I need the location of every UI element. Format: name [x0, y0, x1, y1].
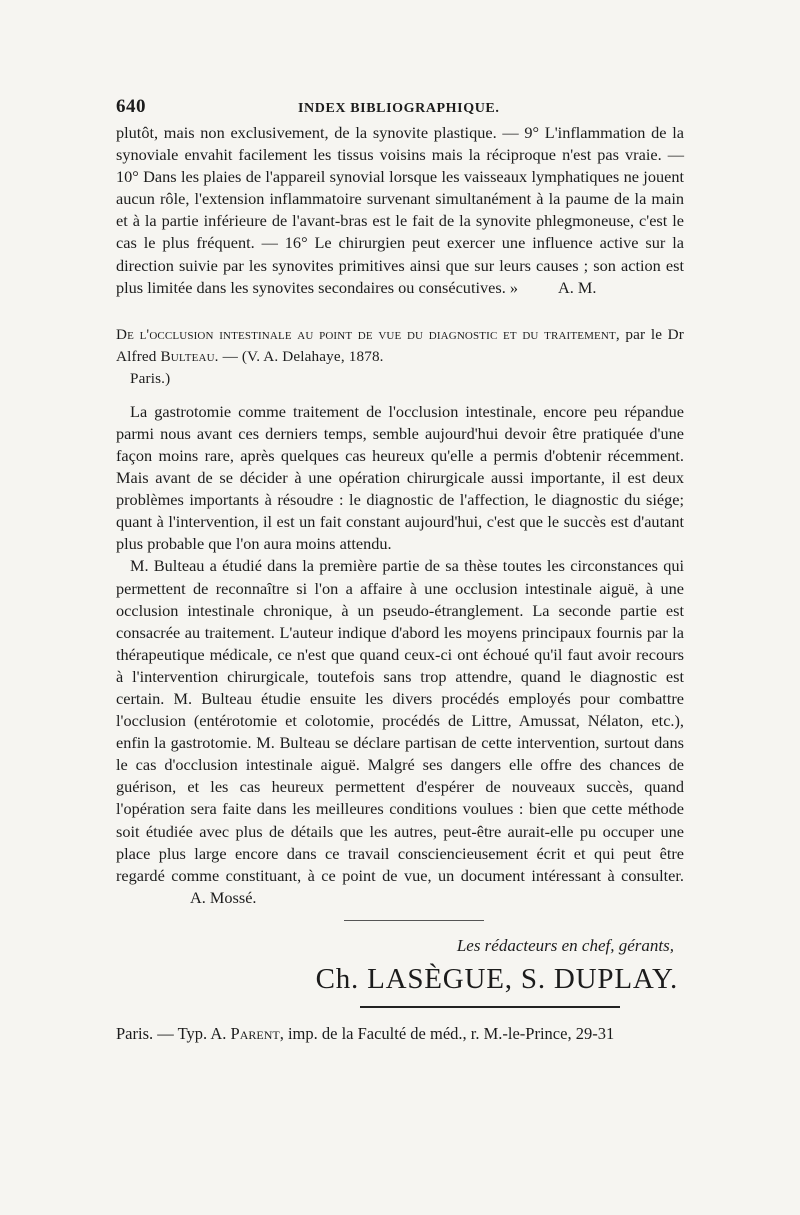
- review-title: De l'occlusion intestinale au point de vue du diagnostic et du traitement,: [116, 325, 620, 343]
- first-signature: A. M.: [557, 277, 597, 297]
- review-heading: [116, 324, 684, 390]
- review-paragraph-1: La gastrotomie comme traitement de l'occlusion intestinale, encore peu répandue parmi nous avant ces derniers temps, semble aujourd'hui devoir être pratiquée d'une façon moins rare, après quelques cas heureux qu'elle a permis d'obtenir récemment. Mais avant de se décider à une opération chirurgicale aussi importante, il est deux problèmes importants à résoudre : le diagnostic de l'affection, le diagnostic du siége; quant à l'intervention, il est un fait constant aujourd'hui, c'est que le succès est d'autant plus probable que l'on aura moins attendu.: [116, 401, 684, 554]
- imprint-printer: Parent,: [230, 1023, 284, 1043]
- review-city: Paris.): [130, 369, 171, 387]
- review-publisher: — (V. A. Delahaye, 1878.: [222, 347, 384, 365]
- imprint-rest: imp. de la Faculté de méd., r. M.-le-Prince, 29-31: [287, 1023, 615, 1043]
- review-paragraph-2: [116, 555, 684, 909]
- imprint: [116, 1023, 684, 1045]
- continued-paragraph-text: plutôt, mais non exclusivement, de la synovite plastique. — 9° L'inflammation de la synoviale envahit facilement les tissus voisins mais la réciproque n'est pas vraie. — 10° Dans les plaies de l'appareil synovial lorsque les vaisseaux lymphatiques ne jouent aucun rôle, l'extension inflammatoire survenant simultanément à la paume de la main et à la partie inférieure de l'avant-bras est le fait de la synovite phlegmoneuse, c'est le cas le plus fréquent. — 16° Le chirurgien peut exercer une influence active sur la direction suivie par les synovites primitives ainsi que sur leurs causes ; son action est plus limitée dans les synovites secondaires ou consécutives. »: [116, 123, 684, 297]
- imprint-city: Paris.: [116, 1023, 154, 1043]
- separator-short: [344, 920, 484, 921]
- imprint-typ: — Typ. A.: [157, 1023, 227, 1043]
- editors-label: Les rédacteurs en chef, gérants,: [456, 935, 674, 955]
- page-number: 640: [116, 96, 146, 117]
- separator-long: [360, 1006, 620, 1008]
- review-byline: par le Dr Alfred: [116, 325, 685, 365]
- review-signature: A. Mossé.: [190, 887, 257, 907]
- page: [116, 92, 684, 1045]
- editors-names: Ch. LASÈGUE, S. DUPLAY.: [315, 962, 678, 995]
- running-title: INDEX BIBLIOGRAPHIQUE.: [298, 101, 500, 116]
- page-header: [116, 92, 684, 122]
- review-paragraph-2-text: M. Bulteau a étudié dans la première partie de sa thèse toutes les circonstances qui permettent de reconnaître si l'on a affaire à une occlusion intestinale aiguë, à une occlusion intestinale chronique, à un pseudo-étranglement. La seconde partie est consacrée au traitement. L'auteur indique d'abord les moyens principaux fournis par la thérapeutique médicale, ce n'est que quand ceux-ci ont échoué qu'il faut avoir recours à l'intervention chirurgicale, toutefois sans trop attendre, quand le diagnostic est certain. M. Bulteau étudie ensuite les divers procédés employés pour combattre l'occlusion (entérotomie et colotomie, procédés de Littre, Amussat, Nélaton, etc.), enfin la gastrotomie. M. Bulteau se déclare partisan de cette intervention, surtout dans le cas d'occlusion intestinale aiguë. Malgré ses dangers elle offre des chances de guérison, et les cas heureux permettent d'espérer de nouveaux succès, quand l'opération sera faite dans les meilleures conditions voulues : bien que cette méthode soit étudiée avec plus de détails que les autres, peut-être aurait-elle pu occuper une place plus large encore dans ce travail consciencieusement écrit et qui peut être regardé comme constituant, à ce point de vue, un document intéressant à consulter.: [116, 556, 684, 885]
- review-author: Bulteau.: [160, 347, 219, 365]
- continued-paragraph: [116, 122, 684, 299]
